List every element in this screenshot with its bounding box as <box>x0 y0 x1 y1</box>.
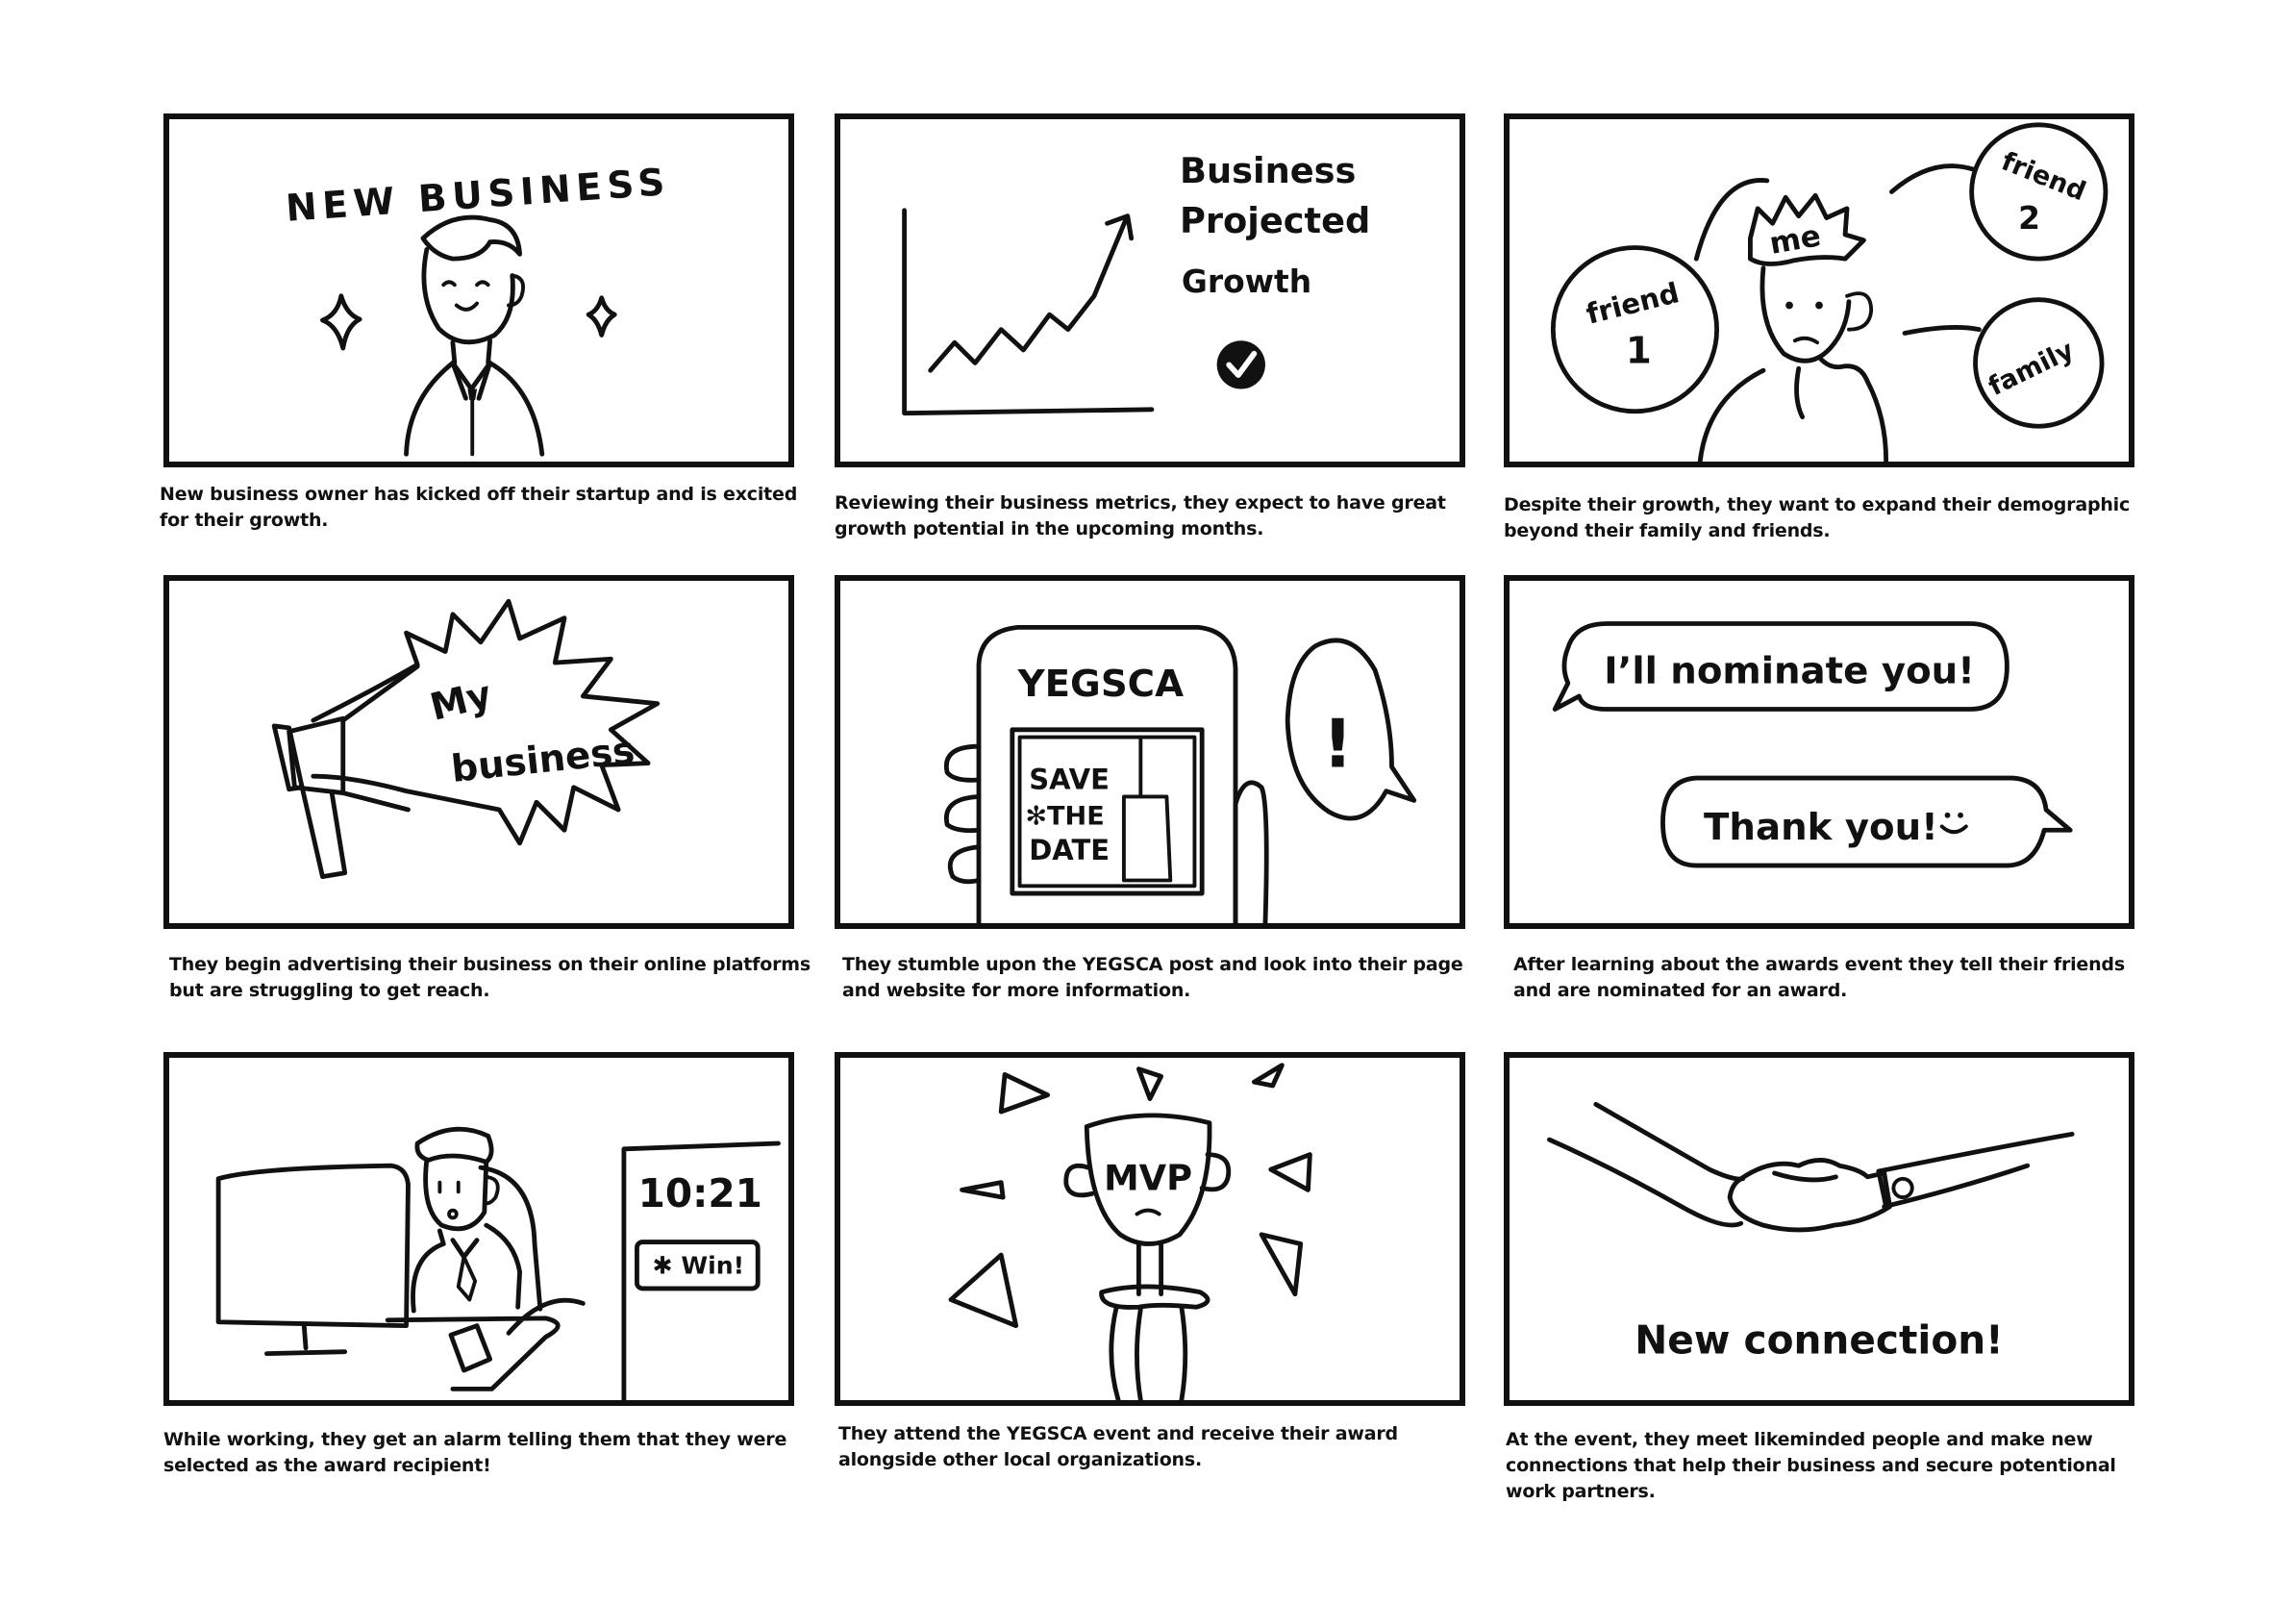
connector-friend2 <box>1891 166 1973 192</box>
hand-fingers <box>946 746 979 882</box>
trophy-label: MVP <box>1104 1157 1193 1199</box>
person-eyes <box>439 1183 458 1192</box>
ray-top <box>1138 1069 1160 1099</box>
phone-post-illustration <box>840 581 1460 923</box>
panel-7-caption: While working, they get an alarm telling them that they were selected as the award recipient! <box>163 1429 787 1476</box>
new-business-illustration <box>169 119 788 462</box>
the-text: ✻THE <box>1025 801 1105 832</box>
title-line-3: Growth <box>1181 262 1312 300</box>
office-illustration <box>169 1058 788 1400</box>
person-tie <box>459 1257 475 1300</box>
family-label: family <box>1984 335 2079 403</box>
panel-6-nomination <box>1504 575 2134 929</box>
bubble-nominate-text: I’ll nominate you! <box>1604 649 1975 693</box>
exclamation-mark: ! <box>1322 705 1354 784</box>
connector-family <box>1905 327 1979 333</box>
growth-line <box>931 219 1126 370</box>
win-text: ✱ Win! <box>652 1251 745 1280</box>
friend-2-circle <box>1972 125 2106 259</box>
panel-3-caption: Despite their growth, they want to expand their demographic beyond their family and friends. <box>1504 494 2131 541</box>
person-head <box>1762 268 1849 361</box>
person-hair <box>423 217 520 259</box>
poster-hanger <box>1124 738 1170 881</box>
sparkle-right-icon <box>588 298 614 336</box>
person-smile <box>457 304 477 310</box>
panel-3-network <box>1504 113 2134 467</box>
thinking-hand <box>1821 360 1867 382</box>
friend-1-number: 1 <box>1625 329 1652 373</box>
watch-face <box>1893 1179 1911 1197</box>
person-shoulders <box>1700 368 1885 462</box>
trophy-illustration <box>840 1058 1460 1400</box>
panel-5-caption: They stumble upon the YEGSCA post and look into their page and website for more information. <box>842 954 1463 1001</box>
panel-9-caption: At the event, they meet likeminded people and make new connections that help their business and secure potentional work partners. <box>1506 1429 2116 1502</box>
ray-left <box>962 1183 1004 1197</box>
monitor-stand <box>266 1324 344 1354</box>
me-label: me <box>1766 218 1824 262</box>
person-head <box>424 249 513 341</box>
chat-illustration <box>1510 581 2129 923</box>
handshake-hands <box>1730 1160 1889 1230</box>
phone <box>451 1326 490 1370</box>
ray-bottom-left <box>951 1255 1016 1326</box>
clock-text: 10:21 <box>637 1169 762 1216</box>
growth-chart-illustration <box>840 119 1460 462</box>
panel-6-caption: After learning about the awards event they tell their friends and are nominated for an award. <box>1513 954 2125 1001</box>
panel-2-projected-growth <box>835 113 1465 467</box>
friend-1-label: friend <box>1583 276 1683 331</box>
arm-right-upper <box>1884 1165 2028 1207</box>
connection-text: New connection! <box>1635 1316 2004 1364</box>
person-hair <box>417 1129 491 1162</box>
ray-top-left <box>1001 1074 1047 1112</box>
person-eye-left <box>1785 302 1793 310</box>
friend-2-label: friend <box>1997 146 2090 208</box>
holding-hands <box>1102 1287 1208 1400</box>
arm-left-lower <box>1596 1104 1743 1179</box>
person-mouth <box>449 1211 457 1218</box>
arm-left-upper <box>1549 1140 1740 1225</box>
panel-7-alarm <box>163 1052 794 1406</box>
network-illustration <box>1510 119 2129 462</box>
shout-line-1: My <box>426 672 496 730</box>
panel-4-advertising <box>163 575 794 929</box>
title-line-2: Projected <box>1179 200 1371 242</box>
shout-burst <box>313 601 658 843</box>
smiley-icon <box>1942 813 1966 832</box>
monitor-screen <box>218 1165 408 1325</box>
panel-4-caption: They begin advertising their business on their online platforms but are struggling to get reach. <box>169 954 811 1001</box>
checkmark-icon <box>1217 340 1265 388</box>
headline-text: NEW BUSINESS <box>284 161 672 231</box>
hand-thumb <box>1235 783 1266 923</box>
panel-9-connection <box>1504 1052 2134 1406</box>
panel-1-caption: New business owner has kicked off their startup and is excited for their growth. <box>160 484 798 531</box>
ray-bottom-right <box>1261 1235 1301 1294</box>
post-brand: YEGSCA <box>1017 662 1185 706</box>
panel-1-new-business <box>163 113 794 467</box>
trophy-frown <box>1136 1211 1159 1215</box>
date-text: DATE <box>1029 834 1111 867</box>
ray-top-right <box>1254 1065 1282 1086</box>
bubble-thank-text: Thank you! <box>1704 805 1938 849</box>
save-text: SAVE <box>1029 763 1110 796</box>
panel-5-yegsca-post <box>835 575 1465 929</box>
shout-line-2: business <box>449 729 637 791</box>
panel-8-caption: They attend the YEGSCA event and receive their award alongside other local organizations. <box>838 1423 1398 1470</box>
sparkle-left-icon <box>322 296 360 348</box>
panel-2-caption: Reviewing their business metrics, they expect to have great growth potential in the upcoming months. <box>835 492 1446 539</box>
person-eye-left <box>443 282 455 285</box>
panel-8-award <box>835 1052 1465 1406</box>
ray-right <box>1271 1155 1310 1190</box>
megaphone-handle <box>302 788 345 877</box>
person-eye-right <box>477 282 488 285</box>
person-eye-right <box>1815 302 1823 310</box>
chair-back <box>481 1167 540 1309</box>
handshake-illustration <box>1510 1058 2129 1400</box>
friend-2-number: 2 <box>2018 199 2041 238</box>
person-ear <box>1847 293 1871 330</box>
megaphone-illustration <box>169 581 788 923</box>
arm-right-lower <box>1879 1134 2072 1171</box>
title-line-1: Business <box>1179 149 1357 191</box>
person-mouth <box>1795 338 1817 342</box>
